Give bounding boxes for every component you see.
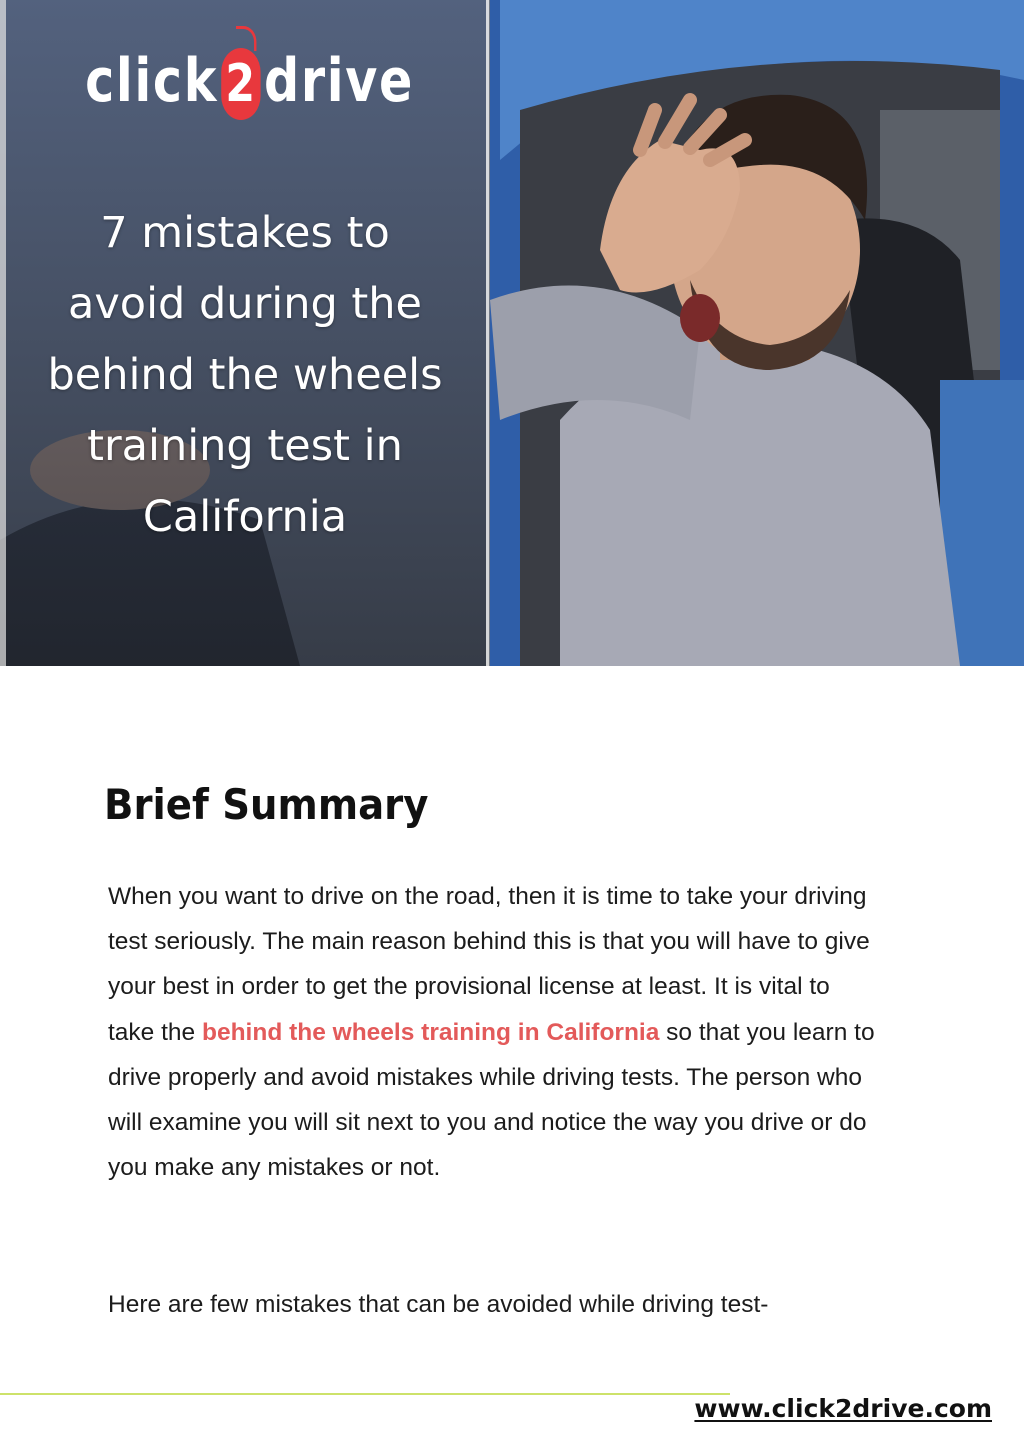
mistakes-intro-paragraph: Here are few mistakes that can be avoided while driving test- xyxy=(108,1291,769,1318)
footer-divider xyxy=(0,1393,730,1395)
section-heading-text: Brief Summary xyxy=(104,780,429,829)
summary-paragraph xyxy=(108,874,878,1190)
hero-left-edge xyxy=(0,0,6,666)
summary-text-before-link: When you want to drive on the road, then it is time to take your driving test seriously. The main reason behind this is that you will have to give your best in order to get the provisional license at least. It is vital to take the xyxy=(108,883,870,1046)
hero-title xyxy=(20,198,470,553)
training-link[interactable]: behind the wheels training in California xyxy=(201,1018,660,1046)
mouse-cable-icon xyxy=(237,26,258,51)
hero-title-line: 7 mistakes to xyxy=(100,208,390,258)
logo-wordmark xyxy=(86,46,415,120)
hero-title-line: behind the wheels xyxy=(47,350,443,400)
summary-text-after-link: so that you learn to drive properly and avoid mistakes while driving tests. The person who will examine you will sit next to you and notice the way you drive or do you make any mistakes or not. xyxy=(108,1018,875,1182)
hero-divider xyxy=(486,0,489,666)
website-link[interactable]: www.click2drive.com xyxy=(694,1394,992,1423)
hero-title-line: California xyxy=(142,492,348,542)
hero-title-line: training test in xyxy=(87,421,403,471)
section-heading xyxy=(104,780,457,829)
hero-banner xyxy=(0,0,1024,666)
logo-text-drive: drive xyxy=(264,45,415,116)
mouse-icon xyxy=(222,48,261,120)
click2drive-logo xyxy=(80,28,420,138)
logo-text-click: click xyxy=(85,45,219,116)
hero-title-line: avoid during the xyxy=(68,279,422,329)
logo-text-2: 2 xyxy=(225,54,258,115)
